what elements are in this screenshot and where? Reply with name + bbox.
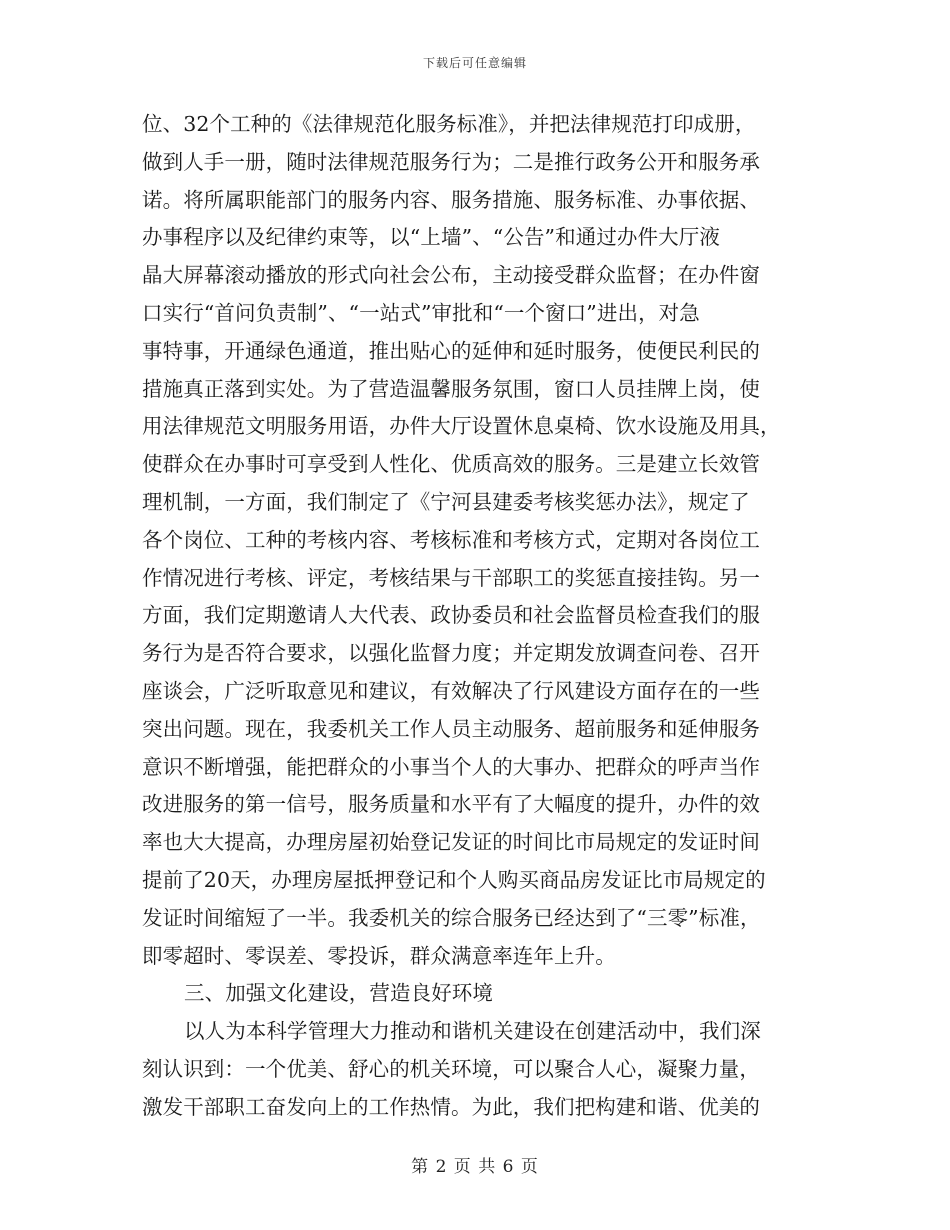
paragraph-line: 作情况进行考核、评定，考核结果与干部职工的奖惩直接挂钩。另一	[142, 565, 760, 590]
paragraph-line: 发证时间缩短了一半。我委机关的综合服务已经达到了“三零”标准，	[142, 905, 761, 930]
paragraph-line: 理机制，一方面，我们制定了《宁河县建委考核奖惩办法》，规定了	[142, 489, 750, 514]
paragraph-line: 激发干部职工奋发向上的工作热情。为此，我们把构建和谐、优美的	[142, 1094, 760, 1119]
paragraph-line: 办事程序以及纪律约束等，以“上墙”、“公告”和通过办件大厅液	[142, 225, 720, 250]
section-heading: 三、加强文化建设，营造良好环境	[184, 981, 493, 1006]
document-body	[142, 106, 818, 1127]
paragraph-line: 突出问题。现在，我委机关工作人员主动服务、超前服务和延伸服务	[142, 716, 760, 741]
paragraph-line: 意识不断增强，能把群众的小事当个人的大事办、把群众的呼声当作	[142, 754, 760, 779]
paragraph-line: 用法律规范文明服务用语，办件大厅设置休息桌椅、饮水设施及用具，	[142, 414, 781, 439]
paragraph-line: 措施真正落到实处。为了营造温馨服务氛围，窗口人员挂牌上岗，使	[142, 376, 760, 401]
paragraph-line: 改进服务的第一信号，服务质量和水平有了大幅度的提升，办件的效	[142, 792, 760, 817]
paragraph-line: 方面，我们定期邀请人大代表、政协委员和社会监督员检查我们的服	[142, 603, 760, 628]
paragraph-line: 口实行“首问负责制”、“一站式”审批和“一个窗口”进出，对急	[142, 300, 700, 325]
paragraph-line: 即零超时、零误差、零投诉，群众满意率连年上升。	[142, 943, 616, 968]
paragraph-line: 位、32个工种的《法律规范化服务标准》，并把法律规范打印成册，	[142, 112, 756, 136]
paragraph-line: 以人为本科学管理大力推动和谐机关建设在创建活动中，我们深	[184, 1019, 761, 1044]
paragraph-line: 座谈会，广泛听取意见和建议，有效解决了行风建设方面存在的一些	[142, 678, 760, 703]
paragraph-line: 诺。将所属职能部门的服务内容、服务措施、服务标准、办事依据、	[142, 187, 760, 212]
paragraph-line: 做到人手一册，随时法律规范服务行为；二是推行政务公开和服务承	[142, 149, 760, 174]
page-number: 第 2 页 共 6 页	[411, 1157, 539, 1177]
paragraph-line: 刻认识到：一个优美、舒心的机关环境，可以聚合人心，凝聚力量，	[142, 1056, 760, 1081]
paragraph-line: 各个岗位、工种的考核内容、考核标准和考核方式，定期对各岗位工	[142, 527, 760, 552]
paragraph-line: 务行为是否符合要求，以强化监督力度；并定期发放调查问卷、召开	[142, 641, 760, 666]
page-header: 下载后可任意编辑	[422, 56, 527, 70]
paragraph-line: 事特事，开通绿色通道，推出贴心的延伸和延时服务，使便民利民的	[142, 338, 760, 363]
paragraph-line: 使群众在办事时可享受到人性化、优质高效的服务。三是建立长效管	[142, 452, 760, 477]
paragraph-line: 提前了20天，办理房屋抵押登记和个人购买商品房发证比市局规定的	[142, 867, 766, 892]
paragraph-line: 率也大大提高，办理房屋初始登记发证的时间比市局规定的发证时间	[142, 830, 760, 855]
paragraph-line: 晶大屏幕滚动播放的形式向社会公布，主动接受群众监督；在办件窗	[142, 263, 760, 288]
